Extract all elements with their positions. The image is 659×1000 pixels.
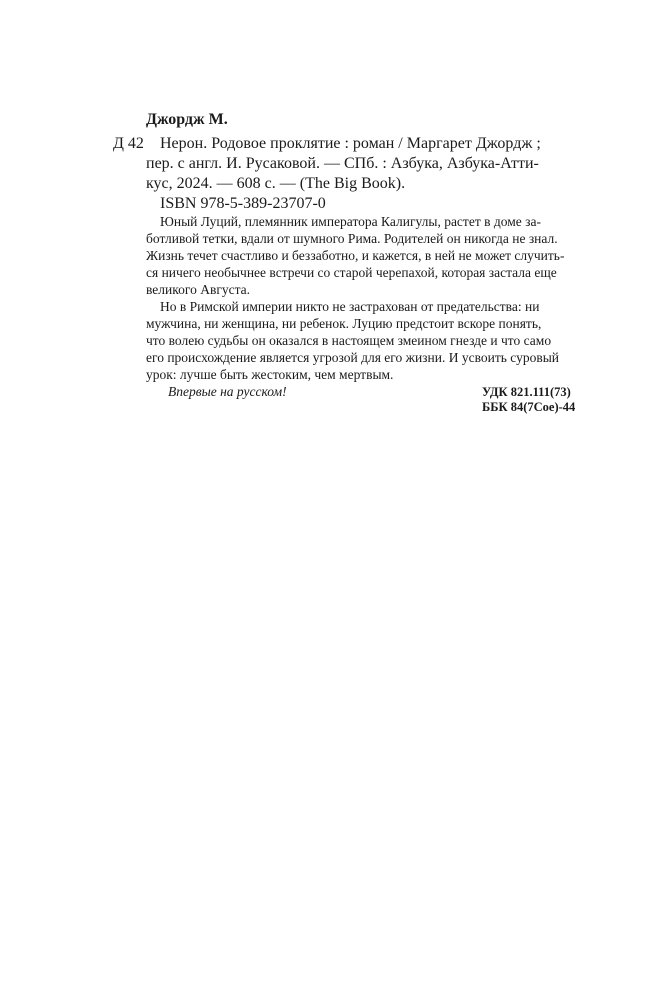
annotation-line: мужчина, ни женщина, ни ребенок. Луцию предстоит вскоре понять, (146, 316, 542, 331)
annotation-line: великого Августа. (146, 282, 251, 297)
description-line: Нерон. Родовое проклятие : роман / Маргарет Джордж ; (160, 135, 541, 152)
annotation-line: его происхождение является угрозой для его жизни. И усвоить суровый (146, 350, 559, 365)
annotation-line: Но в Римской империи никто не застрахован от предательства: ни (160, 299, 540, 314)
description-line: кус, 2024. — 608 с. — (The Big Book). (146, 175, 406, 192)
classification-indices (482, 385, 575, 415)
annotation-note: Впервые на русском! (168, 384, 287, 399)
udk-index: УДК 821.111(73) (482, 385, 571, 399)
annotation (146, 213, 590, 400)
annotation-line: ся ничего необычнее встречи со старой черепахой, которая застала еще (146, 265, 557, 280)
annotation-line: Жизнь течет счастливо и беззаботно, и кажется, в ней не может случить- (146, 248, 565, 263)
annotation-line: что волею судьбы он оказался в настоящем змеином гнезде и что само (146, 333, 552, 348)
bbk-index: ББК 84(7Сое)-44 (482, 400, 576, 414)
description-line: пер. с англ. И. Русаковой. — СПб. : Азбука, Азбука-Атти- (146, 155, 539, 172)
annotation-line: урок: лучше быть жестоким, чем мертвым. (146, 367, 394, 382)
annotation-line: ботливой тетки, вдали от шумного Рима. Родителей он никогда не знал. (146, 231, 558, 246)
isbn: ISBN 978-5-389-23707-0 (160, 195, 326, 212)
classification-code: Д 42 (113, 135, 144, 152)
bibliographic-description (146, 134, 546, 194)
author-heading: Джордж М. (146, 111, 228, 128)
annotation-line: Юный Луций, племянник императора Калигулы, растет в доме за- (160, 214, 541, 229)
